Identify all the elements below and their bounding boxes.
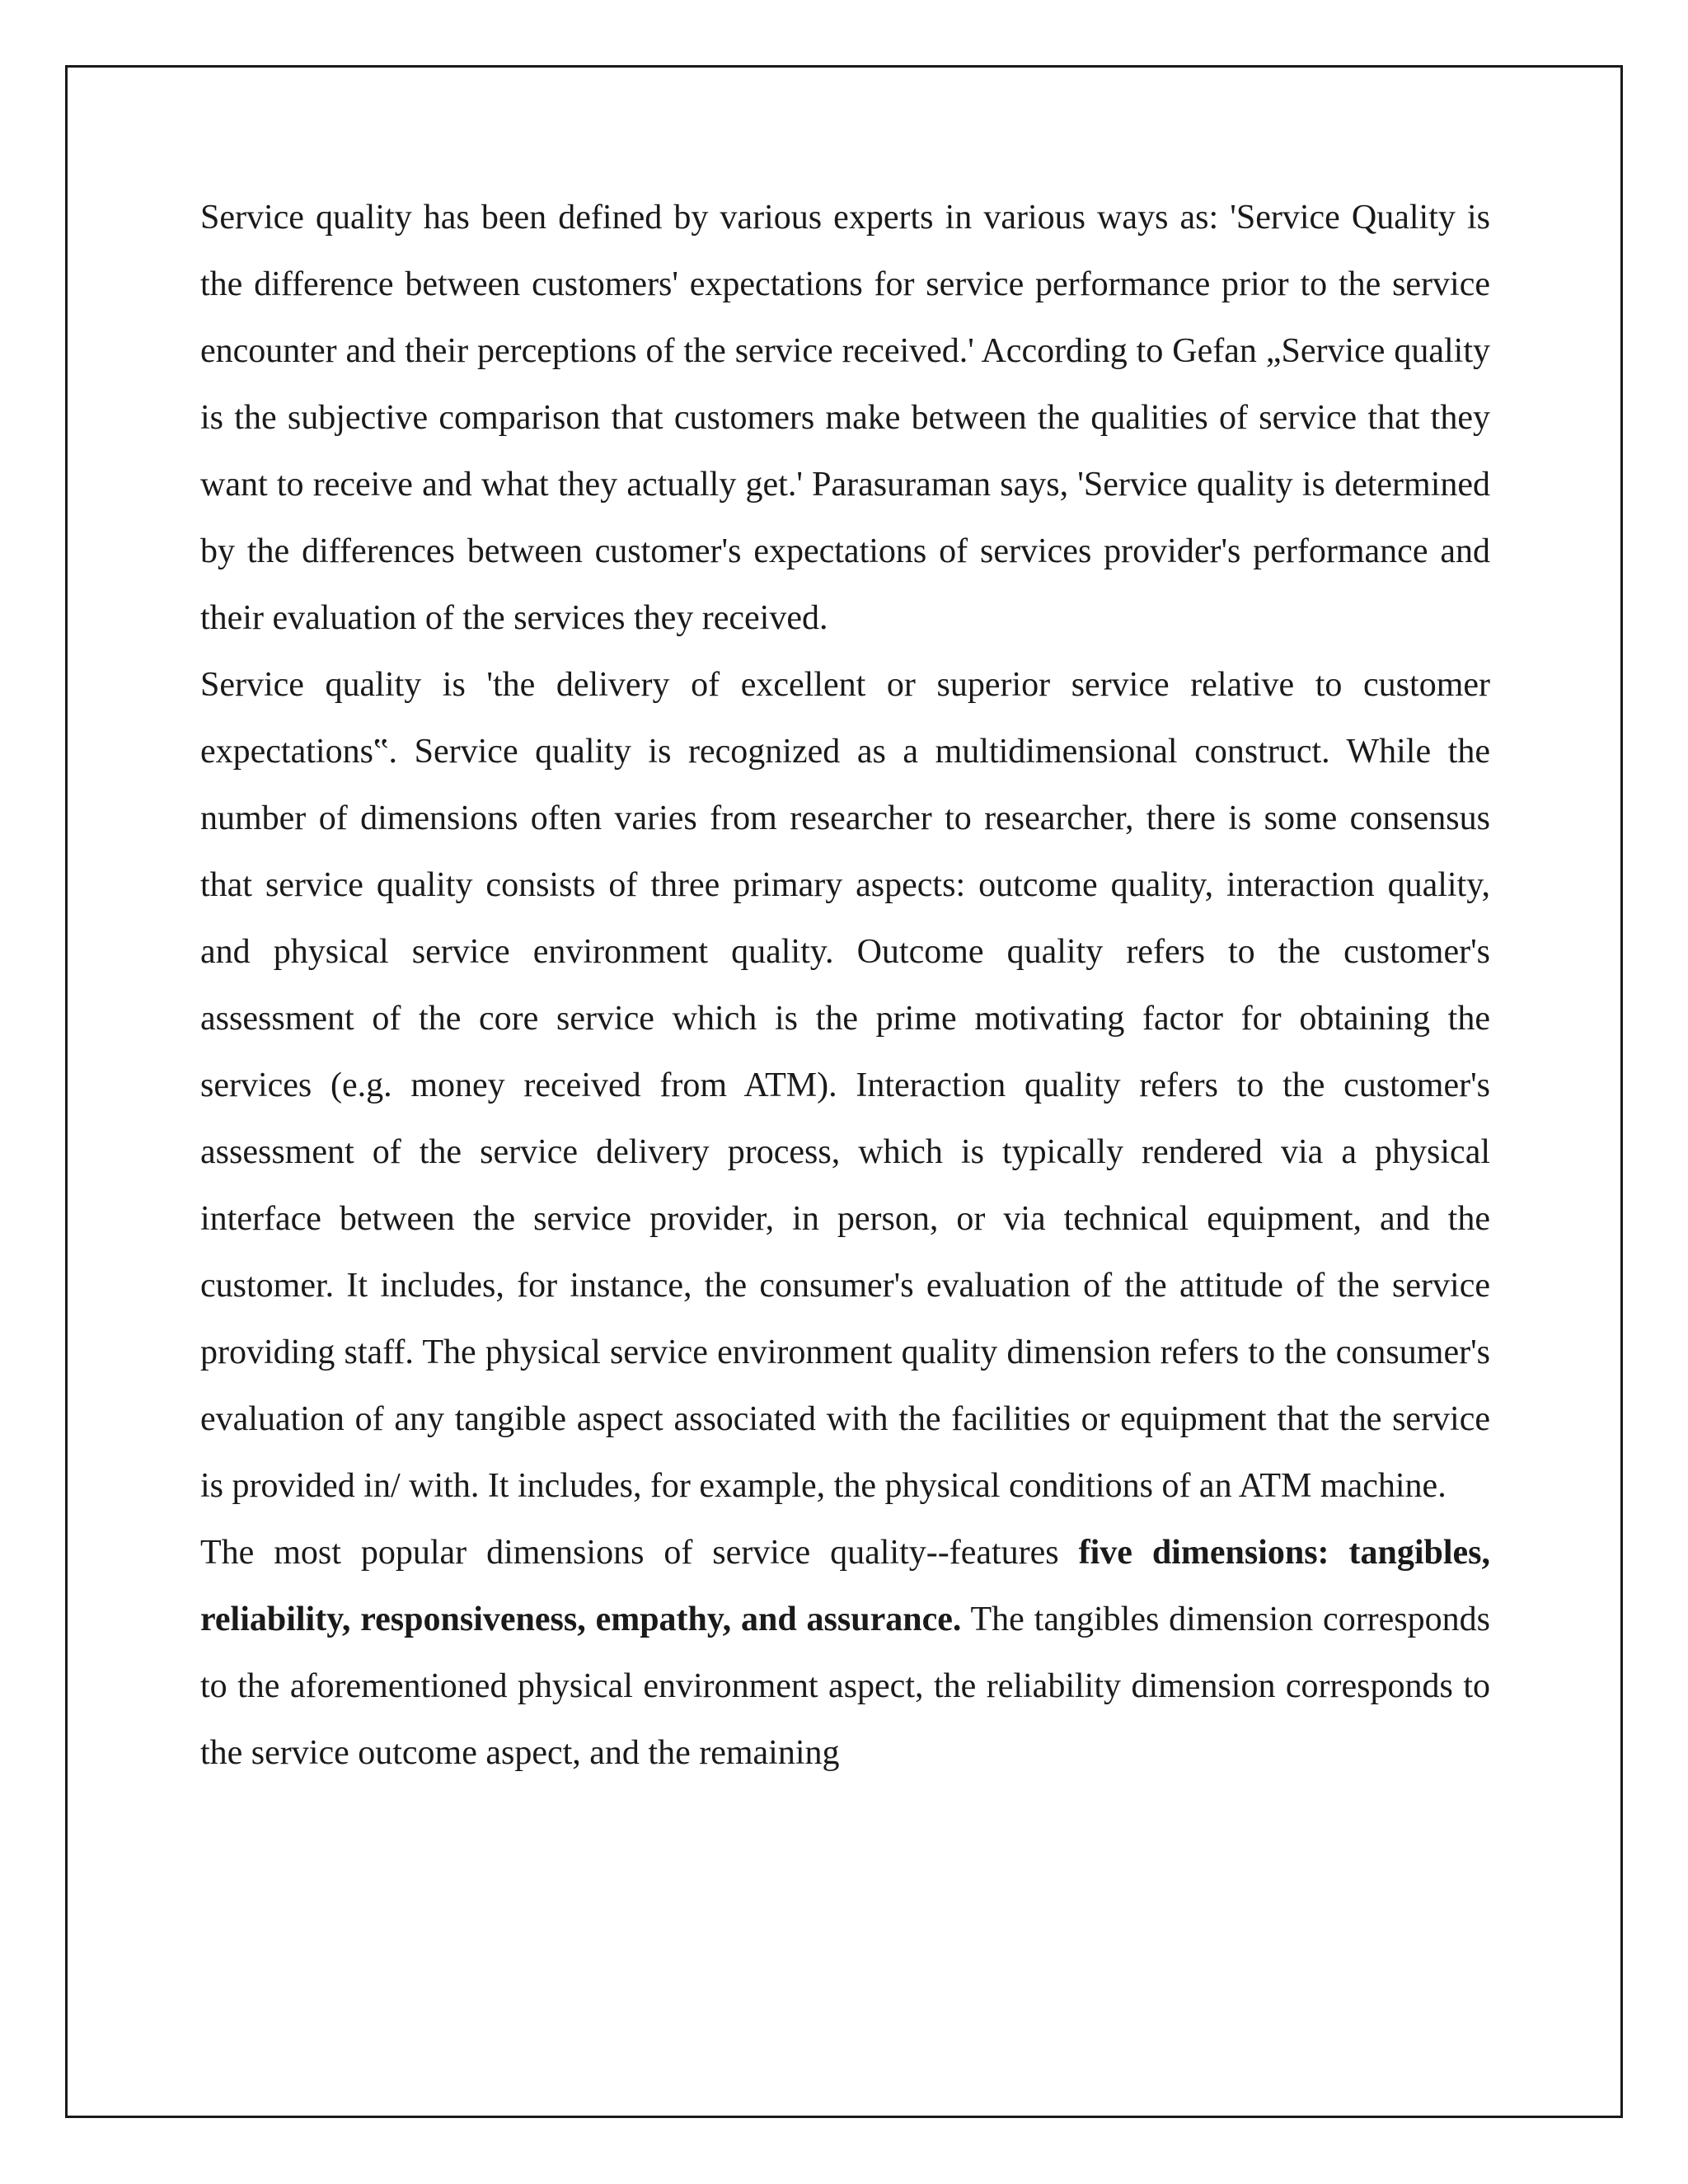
document-body — [200, 185, 1490, 1787]
paragraph-3-bold-dimensions: five dimensions: tangibles, reliability, responsiveness, empathy, and assurance. — [200, 1534, 1490, 1638]
paragraph-2: Service quality is 'the delivery of excellent or superior service relative to customer expectations‟. Service quality is recognized as a multidimensional construct. While the number of dimensions often varies from researcher to researcher, there is some consensus that service quality consists of three primary aspects: outcome quality, interaction quality, and physical service environment quality. Outcome quality refers to the customer's assessment of the core service which is the prime motivating factor for obtaining the services (e.g. money received from ATM). Interaction quality refers to the customer's assessment of the service delivery process, which is typically rendered via a physical interface between the service provider, in person, or via technical equipment, and the customer. It includes, for instance, the consumer's evaluation of the attitude of the service providing staff. The physical service environment quality dimension refers to the consumer's evaluation of any tangible aspect associated with the facilities or equipment that the service is provided in/ with. It includes, for example, the physical conditions of an ATM machine. — [200, 666, 1490, 1505]
paragraph-3-intro: The most popular dimensions of service quality--features — [200, 1534, 1079, 1572]
paragraph-3 — [200, 1520, 1490, 1787]
paragraph-3-rest: The tangibles dimension corresponds to the aforementioned physical environment aspect, the reliability dimension corresponds to the service outcome aspect, and the remaining — [200, 1601, 1490, 1772]
paragraph-1: Service quality has been defined by various experts in various ways as: 'Service Quality is the difference between customers' expectations for service performance prior to the service encounter and their perceptions of the service received.' According to Gefan „Service quality is the subjective comparison that customers make between the qualities of service that they want to receive and what they actually get.' Parasuraman says, 'Service quality is determined by the differences between customer's expectations of services provider's performance and their evaluation of the services they received. — [200, 199, 1490, 637]
